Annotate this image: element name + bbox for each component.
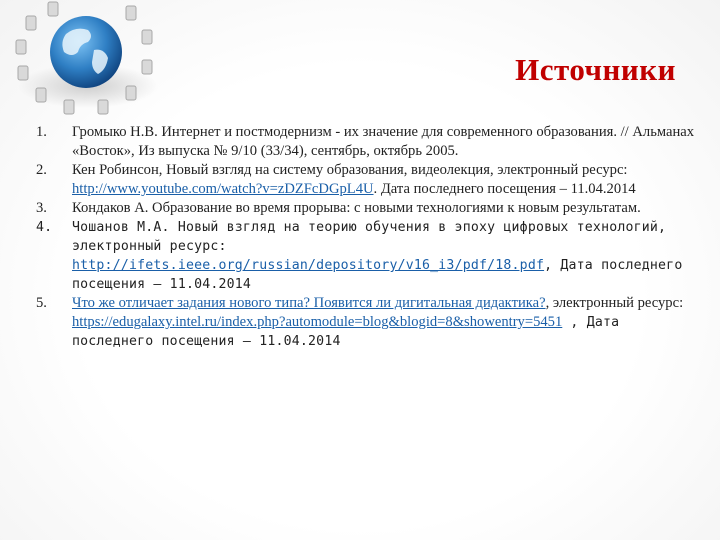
source-text: Кен Робинсон, Новый взгляд на систему образования, видеолекция, электронный ресурс: [72,162,628,178]
list-item [36,218,696,294]
list-number: 4. [36,220,53,235]
source-text: Кондаков А. Образование во время прорыва: с новыми технологиями к новым результатам. [72,200,641,216]
globe-with-chairs-icon [8,0,158,118]
slide-title: Источники [515,52,676,87]
source-text: , Дата последнего посещения – 11.04.2014 [72,258,683,292]
source-link[interactable]: https://edugalaxy.intel.ru/index.php?automodule=blog&blogid=8&showentry=5451 [72,314,563,330]
source-text: , Дата последнего посещения – 11.04.2014 [72,315,620,349]
list-number: 1. [36,124,47,140]
source-text: Чошанов М.А. Новый взгляд на теорию обучения в эпоху цифровых технологий, электронный ресурс: [72,220,667,254]
list-item [36,199,696,218]
list-item [36,123,696,161]
source-link[interactable]: http://www.youtube.com/watch?v=zDZFcDGpL4U [72,181,374,197]
list-item [36,161,696,199]
list-item [36,294,696,351]
source-link[interactable]: http://ifets.ieee.org/russian/depository/v16_i3/pdf/18.pdf [72,258,545,273]
sources-list [36,123,696,351]
source-text: Громыко Н.В. Интернет и постмодернизм - их значение для современного образования. // Альманах «Восток», Из выпуска № 9/10 (33/34), сентябрь, октябрь 2005. [72,124,695,159]
source-text: . Дата последнего посещения – 11.04.2014 [373,181,636,197]
list-number: 2. [36,162,47,178]
list-number: 5. [36,295,47,311]
source-text: , электронный ресурс: [545,295,684,311]
list-number: 3. [36,200,47,216]
source-title-link[interactable]: Что же отличает задания нового типа? Появится ли дигитальная дидактика? [72,295,546,311]
